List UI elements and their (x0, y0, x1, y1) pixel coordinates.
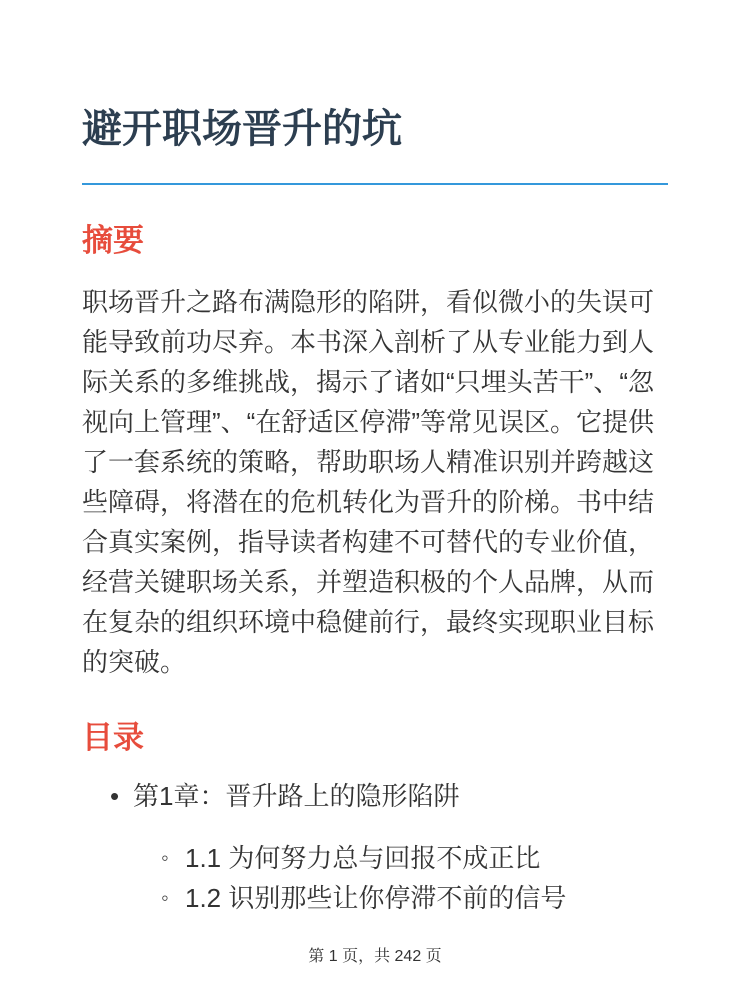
toc-section-item (133, 878, 668, 918)
page-number-indicator: 第 1 页，共 242 页 (308, 948, 442, 965)
abstract-heading: 摘要 (82, 223, 144, 258)
toc-section-label: 1.1 为何努力总与回报不成正比 (185, 843, 541, 873)
abstract-paragraph: 职场晋升之路布满隐形的陷阱，看似微小的失误可能导致前功尽弃。本书深入剖析了从专业能力到人际关系的多维挑战，揭示了诸如“只埋头苦干”、“忽视向上管理”、“在舒适区停滞”等常见误区。它提供了一套系统的策略，帮助职场人精准识别并跨越这些障碍，将潜在的危机转化为晋升的阶梯。书中结合真实案例，指导读者构建不可替代的专业价值，经营关键职场关系，并塑造积极的个人品牌，从而在复杂的组织环境中稳健前行，最终实现职业目标的突破。 (82, 287, 655, 677)
page-title: 避开职场晋升的坑 (82, 107, 402, 151)
toc-section-item (133, 838, 668, 878)
title-divider (82, 183, 668, 185)
toc-sublist (133, 838, 668, 918)
bullet-disc-icon: • (110, 781, 120, 811)
toc-chapter-item (82, 776, 668, 918)
bullet-circle-icon: ◦ (161, 845, 169, 870)
bullet-circle-icon: ◦ (161, 885, 169, 910)
toc-section-label: 1.2 识别那些让你停滞不前的信号 (185, 883, 567, 913)
toc-list (82, 776, 668, 918)
toc-chapter-label: 第1章：晋升路上的隐形陷阱 (133, 781, 460, 811)
toc-heading: 目录 (82, 720, 144, 755)
